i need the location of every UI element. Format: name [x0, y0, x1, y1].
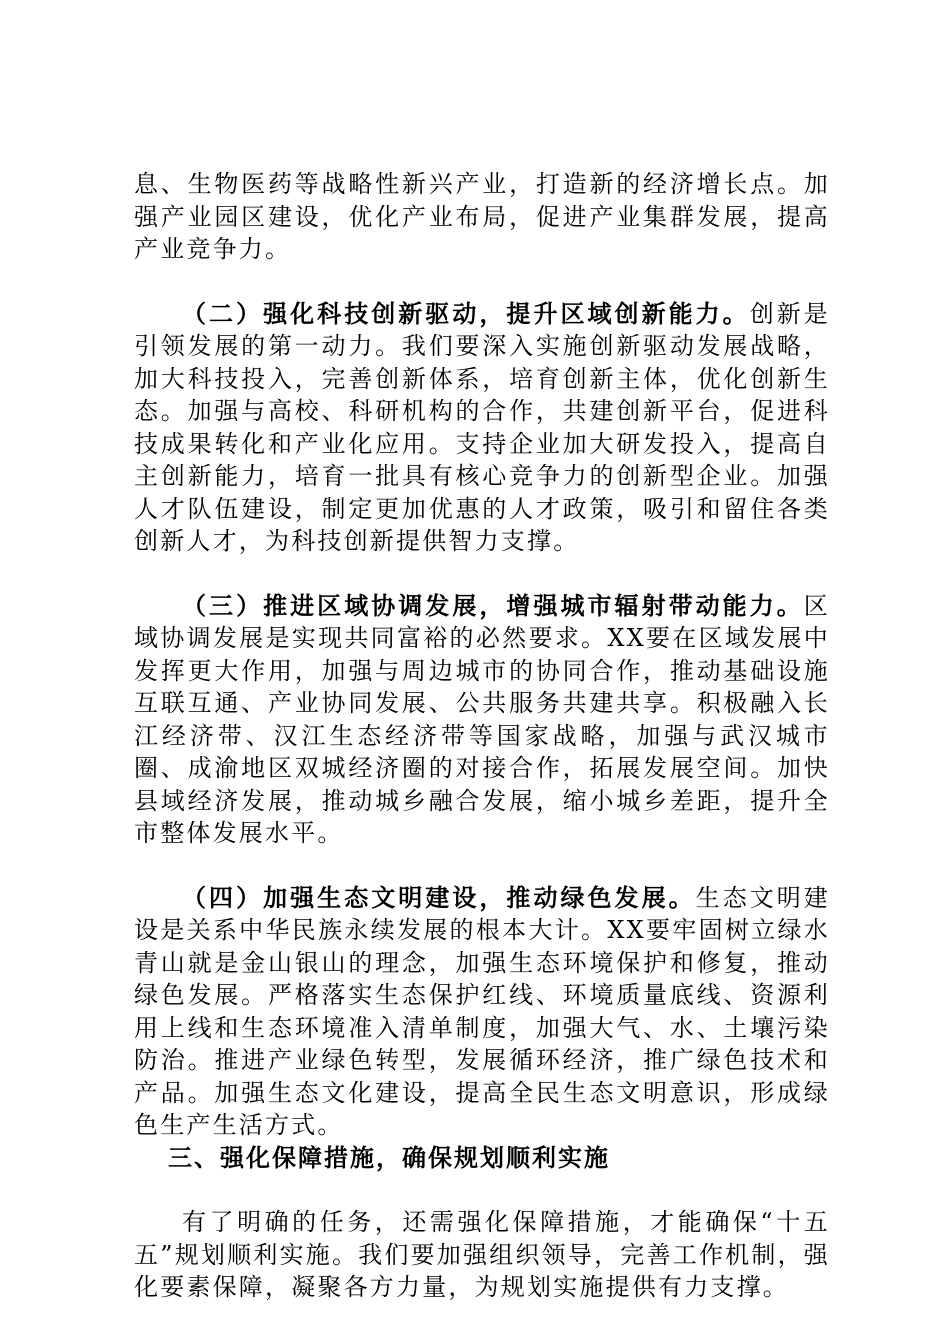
- section-4-body: 生态文明建设是关系中华民族永续发展的根本大计。XX要牢固树立绿水青山就是金山银山的理念，加强生态环境保护和修复，推动绿色发展。严格落实生态保护红线、环境质量底线、资源利用上线和生态环境准入清单制度，加强大气、水、土壤污染防治。推进产业绿色转型，发展循环经济，推广绿色技术和产品。加强生态文化建设，提高全民生态文明意识，形成绿色生产生活方式。: [134, 883, 830, 1139]
- section-2-heading: （二）强化科技创新驱动，提升区域创新能力。: [182, 299, 750, 328]
- section-2-body: 创新是引领发展的第一动力。我们要深入实施创新驱动发展战略，加大科技投入，完善创新体系，培育创新主体，优化创新生态。加强与高校、科研机构的合作，共建创新平台，促进科技成果转化和产业化应用。支持企业加大研发投入，提高自主创新能力，培育一批具有核心竞争力的创新型企业。加强人才队伍建设，制定更加优惠的人才政策，吸引和留住各类创新人才，为科技创新提供智力支撑。: [134, 299, 830, 555]
- paragraph-section-4: [134, 882, 830, 1142]
- paragraph-continuation: 息、生物医药等战略性新兴产业，打造新的经济增长点。加强产业园区建设，优化产业布局，促进产业集群发展，提高产业竞争力。: [134, 170, 830, 263]
- section-4-heading: （四）加强生态文明建设，推动绿色发展。: [182, 883, 696, 912]
- part-3-heading: 三、强化保障措施，确保规划顺利实施: [168, 1143, 610, 1172]
- paragraph-part-3: 有了明确的任务，还需强化保障措施，才能确保“十五五”规划顺利实施。我们要加强组织领导，完善工作机制，强化要素保障，凝聚各方力量，为规划实施提供有力支撑。: [134, 1208, 830, 1301]
- paragraph-section-2: [134, 298, 830, 558]
- document-page: [134, 168, 830, 1304]
- section-3-heading: （三）推进区域协调发展，增强城市辐射带动能力。: [182, 591, 804, 620]
- section-3-body: 区域协调发展是实现共同富裕的必然要求。XX要在区域发展中发挥更大作用，加强与周边城市的协同合作，推动基础设施互联互通、产业协同发展、公共服务共建共享。积极融入长江经济带、汉江生态经济带等国家战略，加强与武汉城市圈、成渝地区双城经济圈的对接合作，拓展发展空间。加快县域经济发展，推动城乡融合发展，缩小城乡差距，提升全市整体发展水平。: [134, 591, 830, 847]
- paragraph-section-3: [134, 590, 830, 850]
